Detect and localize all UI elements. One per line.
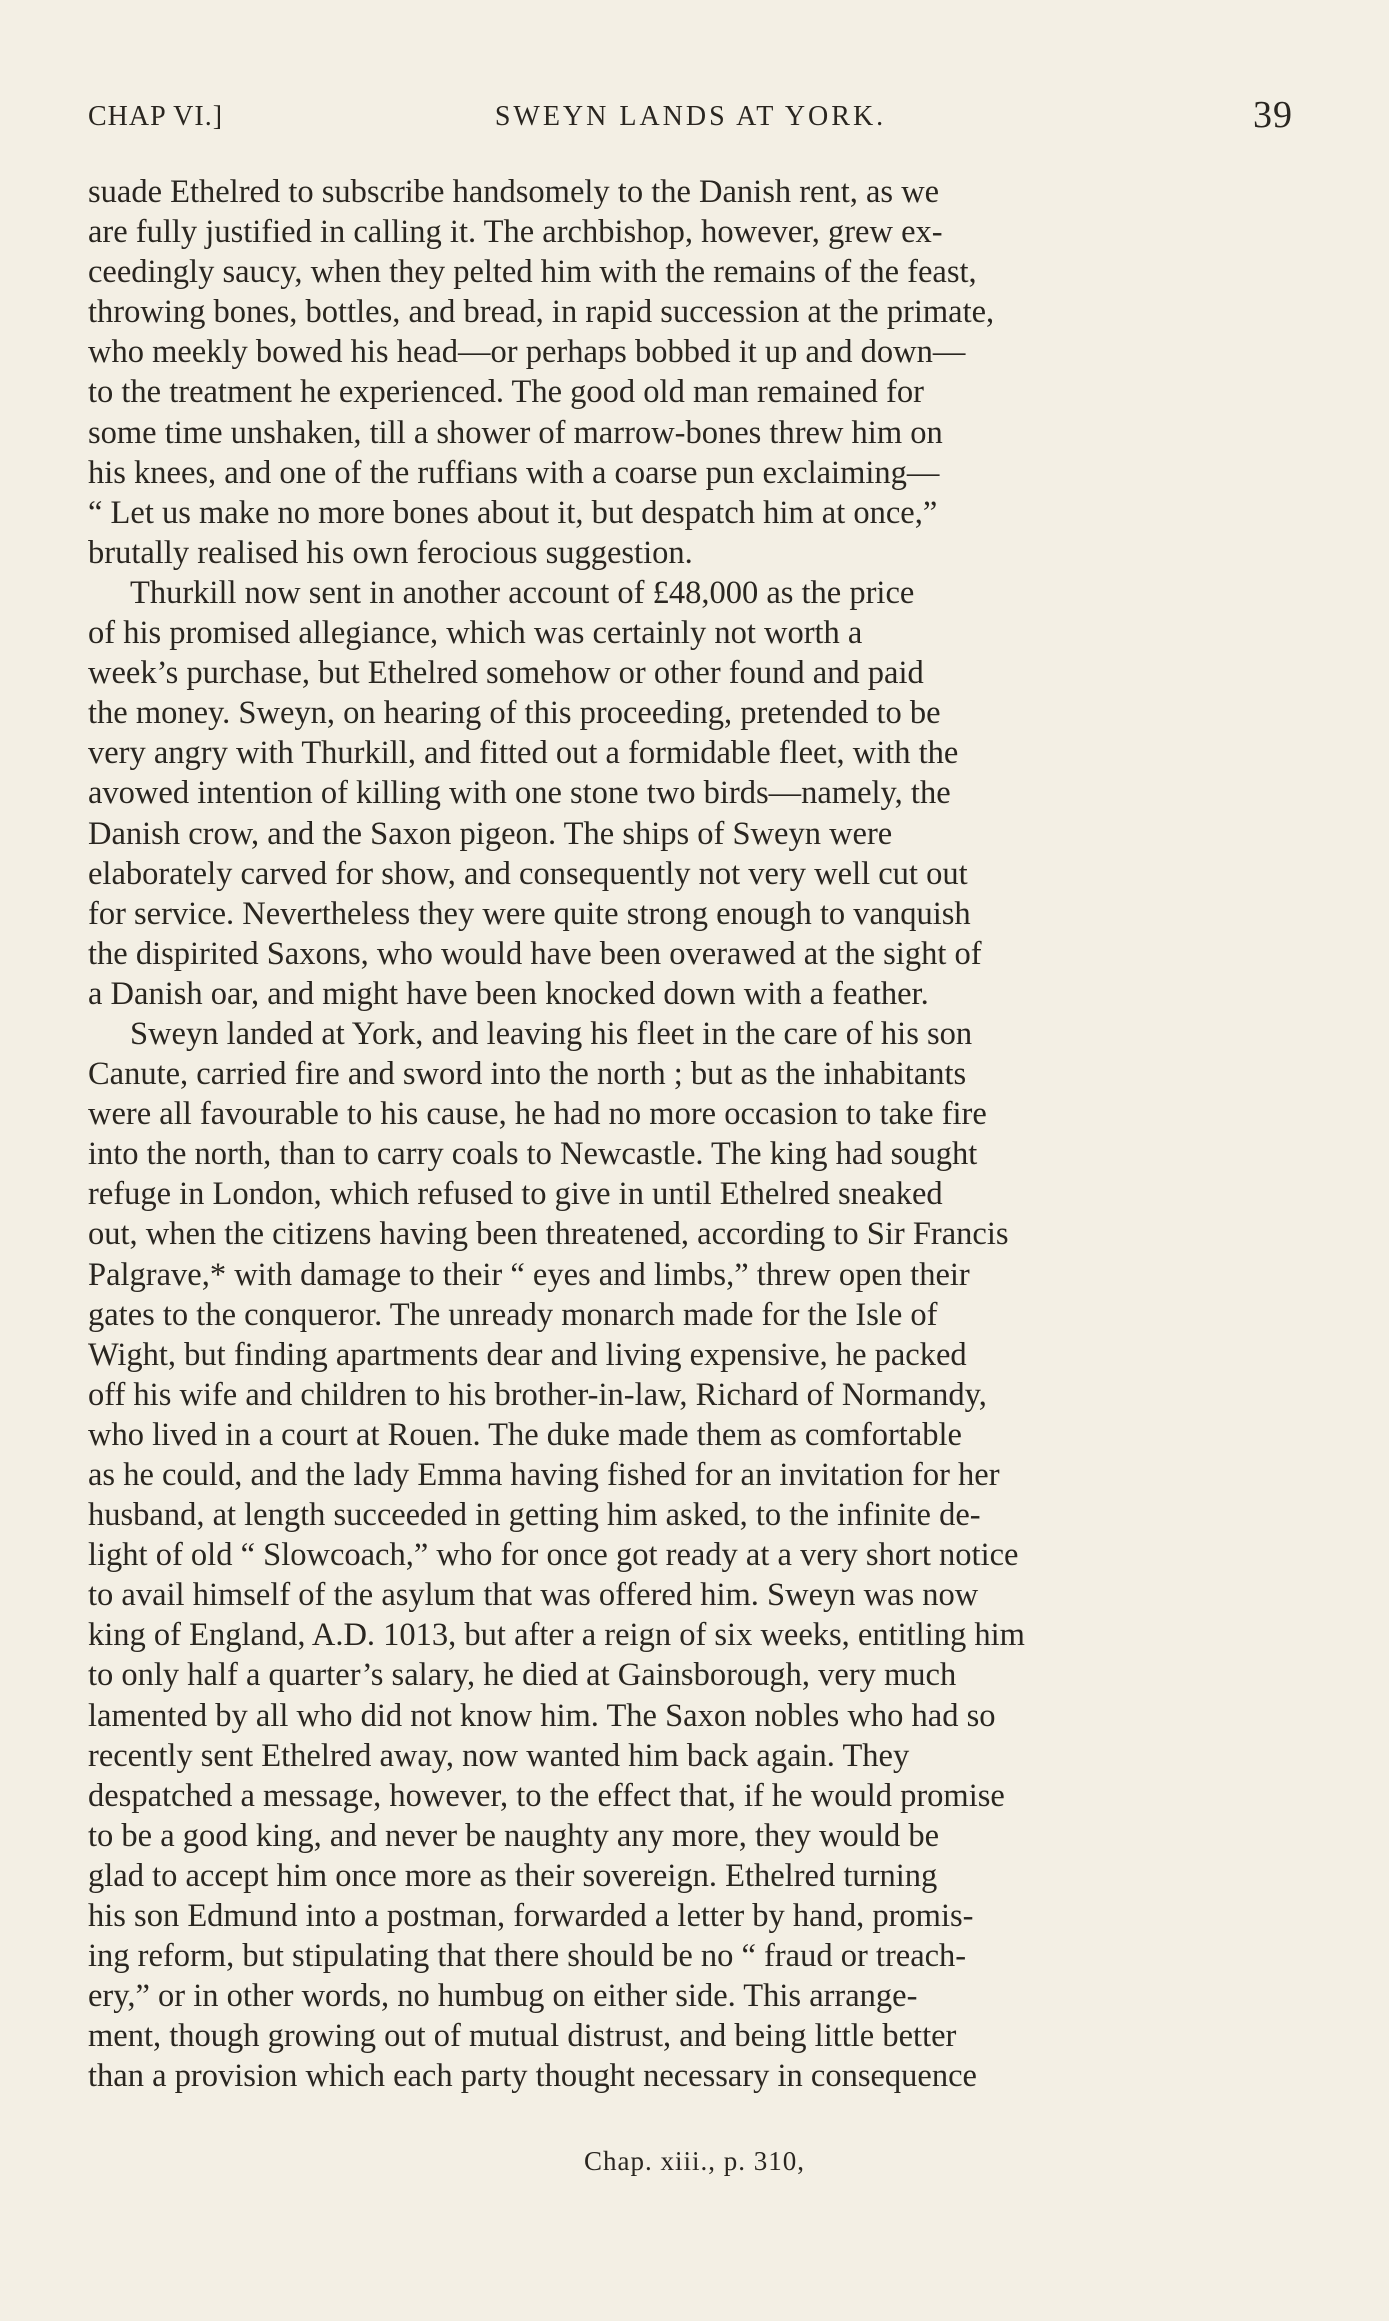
- text-line: than a provision which each party thought necessary in consequence: [88, 2058, 977, 2095]
- text-line: to the treatment he experienced. The good old man remained for: [88, 374, 924, 411]
- text-line: for service. Nevertheless they were quite strong enough to vanquish: [88, 895, 971, 932]
- text-line: ing reform, but stipulating that there should be no “ fraud or treach-: [88, 1938, 967, 1975]
- text-line: to be a good king, and never be naughty any more, they would be: [88, 1817, 940, 1854]
- text-line: out, when the citizens having been threatened, according to Sir Francis: [88, 1216, 1009, 1253]
- text-line: ceedingly saucy, when they pelted him with the remains of the feast,: [88, 254, 977, 291]
- text-line: despatched a message, however, to the effect that, if he would promise: [88, 1777, 1005, 1814]
- text-line: ment, though growing out of mutual distrust, and being little better: [88, 2018, 957, 2055]
- text-line: to only half a quarter’s salary, he died at Gainsborough, very much: [88, 1657, 957, 1694]
- text-line: husband, at length succeeded in getting him asked, to the infinite de-: [88, 1497, 981, 1534]
- text-line: off his wife and children to his brother-in-law, Richard of Normandy,: [88, 1376, 987, 1413]
- text-line: light of old “ Slowcoach,” who for once got ready at a very short notice: [88, 1537, 1019, 1574]
- text-line: Palgrave,* with damage to their “ eyes and limbs,” threw open their: [88, 1256, 970, 1293]
- text-line: who meekly bowed his head—or perhaps bobbed it up and down—: [88, 334, 966, 371]
- running-head: [88, 93, 1293, 143]
- text-line: avowed intention of killing with one stone two birds—namely, the: [88, 775, 951, 812]
- text-line: ery,” or in other words, no humbug on either side. This arrange-: [88, 1978, 918, 2015]
- text-line: brutally realised his own ferocious suggestion.: [88, 534, 693, 571]
- text-line: king of England, A.D. 1013, but after a reign of six weeks, entitling him: [88, 1617, 1025, 1654]
- page-number: 39: [1253, 94, 1293, 136]
- text-line: were all favourable to his cause, he had no more occasion to take fire: [88, 1096, 987, 1133]
- text-line: glad to accept him once more as their sovereign. Ethelred turning: [88, 1857, 938, 1894]
- text-line: Wight, but finding apartments dear and living expensive, he packed: [88, 1336, 967, 1373]
- text-line: elaborately carved for show, and consequently not very well cut out: [88, 855, 968, 892]
- text-line: the dispirited Saxons, who would have been overawed at the sight of: [88, 935, 982, 972]
- chapter-label: CHAP VI.]: [88, 101, 224, 132]
- text-line: Canute, carried fire and sword into the north ; but as the inhabitants: [88, 1056, 967, 1093]
- text-line: a Danish oar, and might have been knocked down with a feather.: [88, 975, 929, 1012]
- text-line: are fully justified in calling it. The archbishop, however, grew ex-: [88, 214, 943, 251]
- text-line: gates to the conqueror. The unready monarch made for the Isle of: [88, 1296, 938, 1333]
- footnote: Chap. xiii., p. 310,: [584, 2146, 805, 2176]
- text-line: as he could, and the lady Emma having fished for an invitation for her: [88, 1457, 1000, 1493]
- text-line: his son Edmund into a postman, forwarded a letter by hand, promis-: [88, 1898, 974, 1935]
- text-line: some time unshaken, till a shower of marrow-bones threw him on: [88, 414, 943, 451]
- text-line: lamented by all who did not know him. The Saxon nobles who had so: [88, 1697, 996, 1734]
- text-line: Danish crow, and the Saxon pigeon. The ships of Sweyn were: [88, 815, 893, 852]
- text-line: who lived in a court at Rouen. The duke made them as comfortable: [88, 1416, 962, 1453]
- text-line: Thurkill now sent in another account of £48,000 as the price: [130, 574, 915, 611]
- text-line: the money. Sweyn, on hearing of this proceeding, pretended to be: [88, 695, 941, 732]
- text-line: throwing bones, bottles, and bread, in rapid succession at the primate,: [88, 294, 995, 331]
- text-line: Sweyn landed at York, and leaving his fleet in the care of his son: [130, 1015, 973, 1052]
- text-line: to avail himself of the asylum that was offered him. Sweyn was now: [88, 1577, 979, 1614]
- text-line: recently sent Ethelred away, now wanted him back again. They: [88, 1737, 910, 1774]
- text-line: his knees, and one of the ruffians with a coarse pun exclaiming—: [88, 454, 940, 491]
- running-title: SWEYN LANDS AT YORK.: [494, 101, 887, 132]
- text-line: refuge in London, which refused to give in until Ethelred sneaked: [88, 1176, 943, 1213]
- text-line: into the north, than to carry coals to Newcastle. The king had sought: [88, 1136, 978, 1173]
- text-line: very angry with Thurkill, and fitted out a formidable fleet, with the: [88, 735, 959, 772]
- text-line: of his promised allegiance, which was certainly not worth a: [88, 615, 863, 652]
- body-text: [88, 172, 1293, 2097]
- text-line: suade Ethelred to subscribe handsomely to the Danish rent, as we: [88, 174, 940, 210]
- text-line: week’s purchase, but Ethelred somehow or other found and paid: [88, 655, 924, 692]
- text-line: “ Let us make no more bones about it, but despatch him at once,”: [88, 494, 938, 531]
